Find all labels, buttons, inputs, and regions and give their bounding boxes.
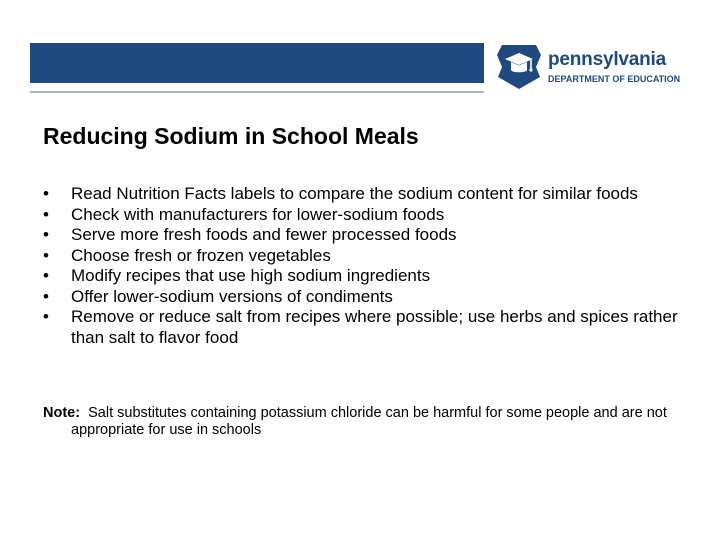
pa-education-logo — [496, 43, 686, 91]
logo-name: pennsylvania — [548, 49, 666, 70]
note-text: Salt substitutes containing potassium chloride can be harmful for some people and are not appropriate for use in schools — [71, 405, 667, 438]
bullet-dot: • — [43, 266, 49, 285]
header-divider — [30, 91, 484, 93]
bullet-text: Read Nutrition Facts labels to compare the sodium content for similar foods — [71, 184, 638, 203]
bullet-item — [43, 307, 693, 348]
bullet-item — [43, 184, 693, 205]
bullet-dot: • — [43, 245, 49, 265]
bullet-dot: • — [43, 184, 49, 203]
bullet-text: Remove or reduce salt from recipes where possible; use herbs and spices rather than salt to flavor food — [71, 307, 678, 347]
bullet-item — [43, 287, 693, 308]
bullet-dot: • — [43, 286, 49, 306]
bullet-dot: • — [43, 204, 49, 224]
bullet-text: Serve more fresh foods and fewer processed foods — [71, 225, 457, 244]
bullet-dot: • — [43, 307, 49, 326]
bullet-item — [43, 266, 693, 287]
note-paragraph — [43, 405, 720, 439]
bullet-list — [43, 184, 693, 348]
bullet-item — [43, 205, 693, 226]
header-bar — [30, 43, 484, 83]
slide-title: Reducing Sodium in School Meals — [43, 123, 419, 149]
bullet-item — [43, 225, 693, 246]
note-label: Note: — [43, 405, 81, 421]
bullet-text: Modify recipes that use high sodium ingredients — [71, 266, 431, 285]
logo-subtitle: DEPARTMENT OF EDUCATION — [548, 74, 681, 84]
bullet-text: Check with manufacturers for lower-sodium foods — [71, 204, 445, 224]
bullet-dot: • — [43, 225, 49, 244]
keystone-graduation-cap-icon — [496, 43, 542, 91]
bullet-text: Choose fresh or frozen vegetables — [71, 245, 331, 265]
bullet-text: Offer lower-sodium versions of condiments — [71, 286, 393, 306]
bullet-item — [43, 246, 693, 267]
